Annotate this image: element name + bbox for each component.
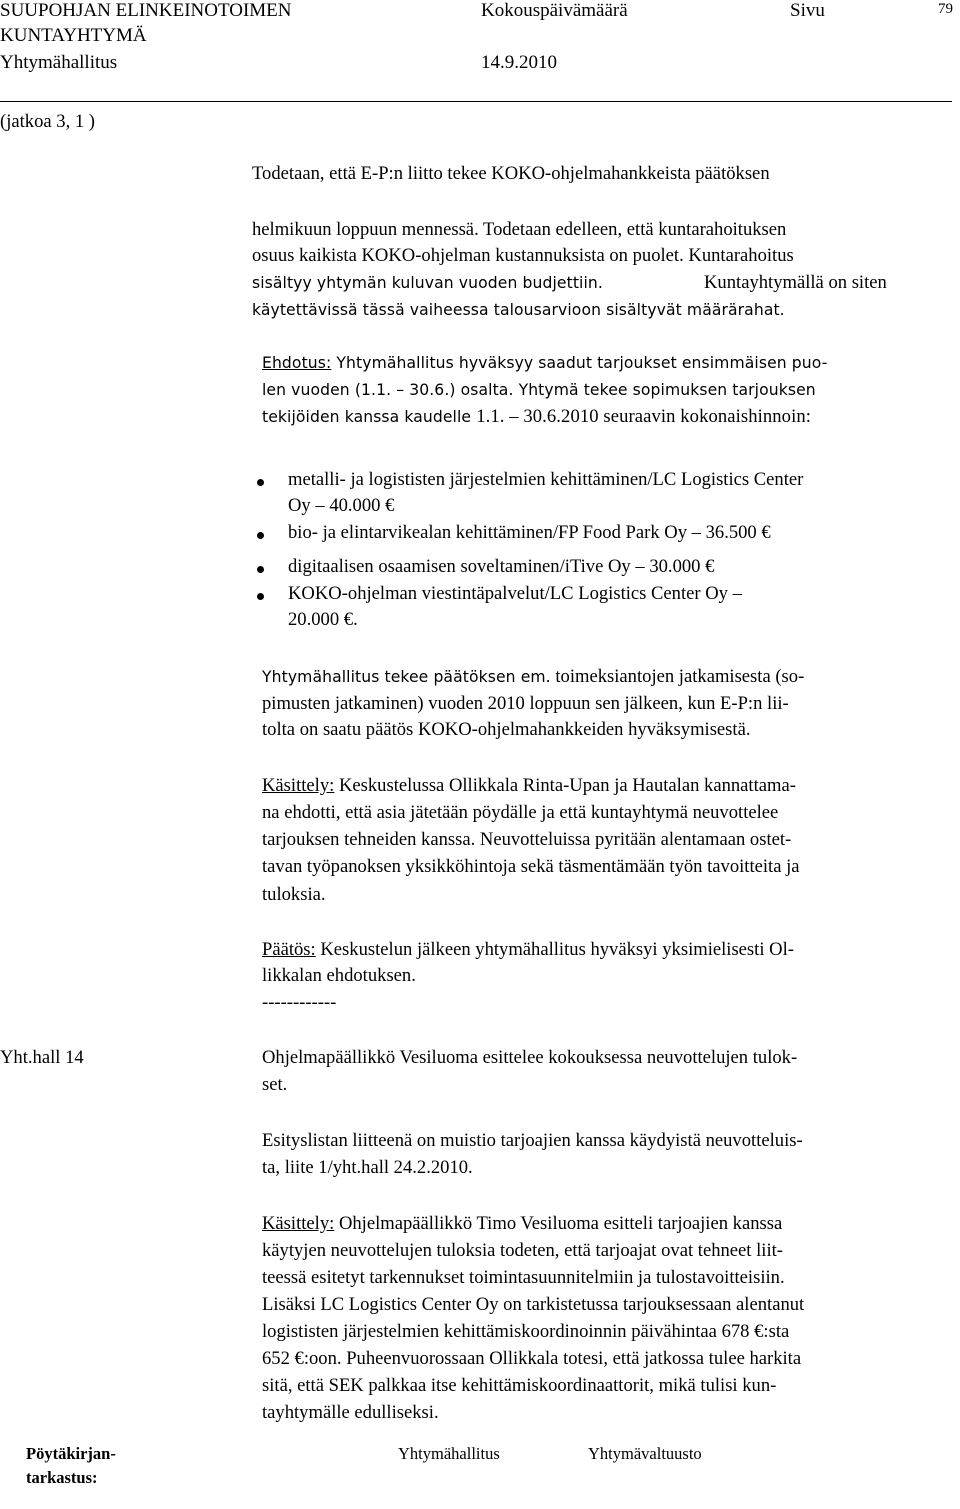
- bullet-icon: [257, 532, 264, 539]
- intro-line: set.: [262, 1074, 288, 1095]
- proposal-label: Ehdotus:: [262, 354, 332, 372]
- paragraph-line: helmikuun loppuun mennessä. Todetaan edelleen, että kuntarahoituksen: [252, 219, 787, 240]
- header-body: Yhtymähallitus: [0, 52, 118, 73]
- bullet-icon: [257, 566, 264, 573]
- section-ref: Yht.hall 14: [0, 1047, 84, 1068]
- handling-line: logististen järjestelmien kehittämiskoordinoinnin päivähintaa 678 €:sta: [262, 1321, 790, 1342]
- bullet-item: KOKO-ohjelman viestintäpalvelut/LC Logistics Center Oy –: [288, 583, 742, 604]
- bullet-item-cont: Oy – 40.000 €: [288, 495, 395, 516]
- handling-line: tayhtymälle edulliseksi.: [262, 1402, 439, 1423]
- handling-line: Käsittely: Keskustelussa Ollikkala Rinta-Upan ja Hautalan kannattama-: [262, 775, 796, 796]
- handling-label: Käsittely:: [262, 1213, 335, 1234]
- handling-line: tuloksia.: [262, 884, 326, 905]
- separator: ------------: [262, 992, 337, 1013]
- header-page-label: Sivu: [790, 0, 825, 21]
- footer-signature-col-2: Yhtymävaltuusto: [588, 1444, 702, 1463]
- bullet-item: bio- ja elintarvikealan kehittäminen/FP Food Park Oy – 36.500 €: [288, 522, 771, 543]
- footer-label-2: tarkastus:: [26, 1468, 98, 1487]
- bullet-icon: [257, 479, 264, 486]
- attachment-line: ta, liite 1/yht.hall 24.2.2010.: [262, 1157, 473, 1178]
- footer-label: Pöytäkirjan-: [26, 1444, 116, 1463]
- handling-line: sitä, että SEK palkkaa itse kehittämiskoordinaattorit, mikä tulisi kun-: [262, 1375, 777, 1396]
- continuation-note: (jatkoa 3, 1 ): [0, 111, 96, 132]
- header-rule: [0, 101, 952, 102]
- footer-signature-col-1: Yhtymähallitus: [398, 1444, 500, 1463]
- handling-line: tarjouksen tehneiden kanssa. Neuvotteluissa pyritään alentamaan ostet-: [262, 829, 792, 850]
- paragraph-line: osuus kaikista KOKO-ohjelman kustannuksista on puolet. Kuntarahoitus: [252, 245, 794, 266]
- bullet-item-cont: 20.000 €.: [288, 609, 358, 630]
- proposal-line: len vuoden (1.1. – 30.6.) osalta. Yhtymä tekee sopimuksen tarjouksen: [262, 381, 816, 399]
- handling-line: Käsittely: Ohjelmapäällikkö Timo Vesiluoma esitteli tarjoajien kanssa: [262, 1213, 783, 1234]
- header-page-number: 79: [938, 1, 953, 17]
- decision-line: pimusten jatkaminen) vuoden 2010 loppuun sen jälkeen, kun E-P:n lii-: [262, 693, 789, 714]
- proposal-line: tekijöiden kanssa kaudelle 1.1. – 30.6.2010 seuraavin kokonaishinnoin:: [262, 406, 812, 427]
- header-date-label: Kokouspäivämäärä: [481, 0, 628, 21]
- header-date: 14.9.2010: [481, 52, 557, 73]
- handling-label: Käsittely:: [262, 775, 335, 796]
- paragraph-intro: Todetaan, että E-P:n liitto tekee KOKO-ohjelmahankkeista päätöksen: [252, 163, 770, 184]
- paragraph-line: Kuntayhtymällä on siten: [704, 272, 887, 293]
- paragraph-line: sisältyy yhtymän kuluvan vuoden budjettiin.: [252, 274, 603, 292]
- bullet-item: digitaalisen osaamisen soveltaminen/iTive Oy – 30.000 €: [288, 556, 715, 577]
- proposal-line: Ehdotus: Yhtymähallitus hyväksyy saadut tarjoukset ensimmäisen puo-: [262, 354, 828, 372]
- handling-line: tavan työpanoksen yksikköhintoja sekä täsmentämään työn tavoitteita ja: [262, 856, 800, 877]
- result-label: Päätös:: [262, 939, 316, 960]
- header-org-2: KUNTAYHTYMÄ: [0, 25, 147, 46]
- paragraph-line: käytettävissä tässä vaiheessa talousarvioon sisältyvät määrärahat.: [252, 301, 785, 319]
- result-line: likkalan ehdotuksen.: [262, 965, 416, 986]
- handling-line: na ehdotti, että asia jätetään pöydälle ja että kuntayhtymä neuvottelee: [262, 802, 779, 823]
- handling-line: käytyjen neuvottelujen tuloksia todeten, että tarjoajat ovat tehneet liit-: [262, 1240, 783, 1261]
- result-line: Päätös: Keskustelun jälkeen yhtymähallitus hyväksyi yksimielisesti Ol-: [262, 939, 794, 960]
- handling-line: teessä esitetyt tarkennukset toimintasuunnitelmiin ja tulostavoitteisiin.: [262, 1267, 785, 1288]
- decision-line: tolta on saatu päätös KOKO-ohjelmahankkeiden hyväksymisestä.: [262, 719, 751, 740]
- bullet-icon: [257, 593, 264, 600]
- handling-line: Lisäksi LC Logistics Center Oy on tarkistetussa tarjouksessaan alentanut: [262, 1294, 805, 1315]
- intro-line: Ohjelmapäällikkö Vesiluoma esittelee kokouksessa neuvottelujen tulok-: [262, 1047, 798, 1068]
- bullet-item: metalli- ja logististen järjestelmien kehittäminen/LC Logistics Center: [288, 469, 804, 490]
- handling-line: 652 €:oon. Puheenvuorossaan Ollikkala totesi, että jatkossa tulee harkita: [262, 1348, 802, 1369]
- header-org: SUUPOHJAN ELINKEINOTOIMEN: [0, 0, 292, 21]
- attachment-line: Esityslistan liitteenä on muistio tarjoajien kanssa käydyistä neuvotteluis-: [262, 1130, 803, 1151]
- decision-line: Yhtymähallitus tekee päätöksen em. toimeksiantojen jatkamisesta (so-: [262, 666, 805, 687]
